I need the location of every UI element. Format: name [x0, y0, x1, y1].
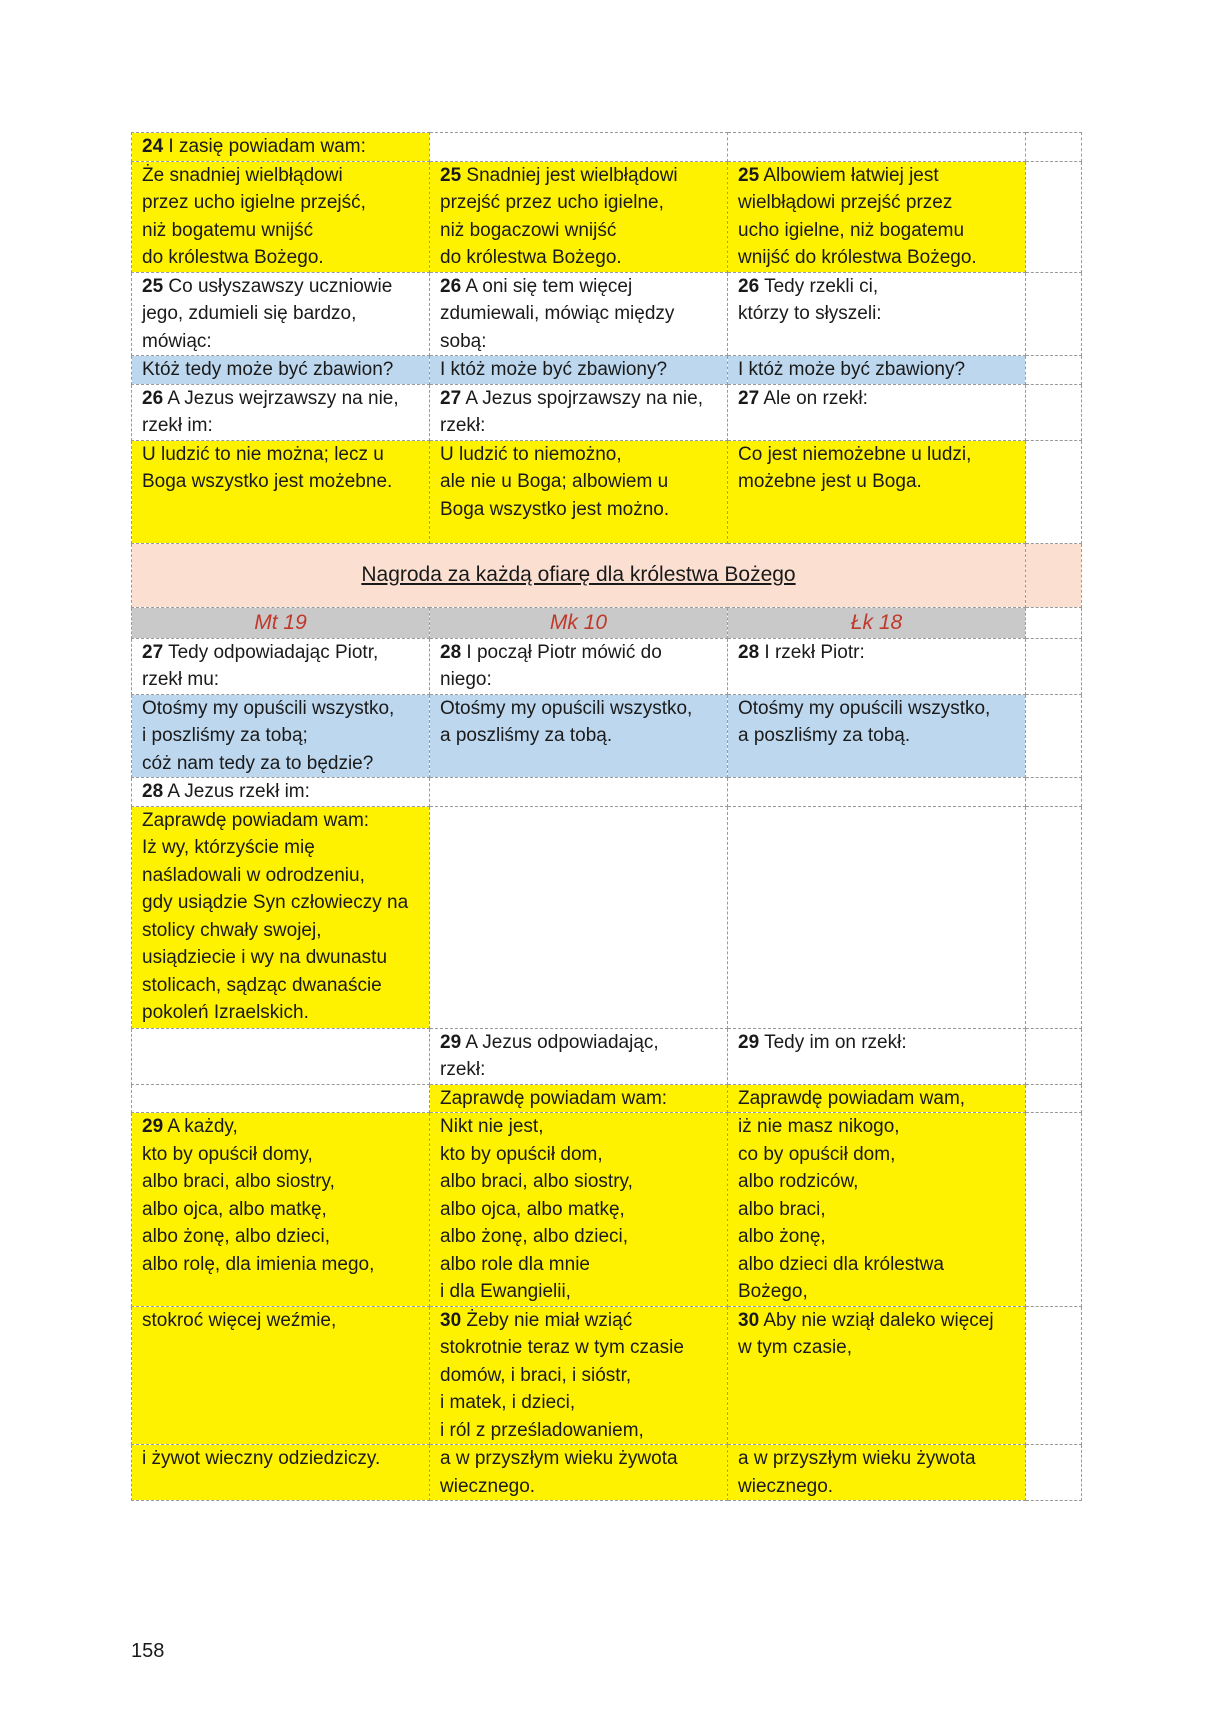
cell-lk: I któż może być zbawiony? — [728, 356, 1026, 385]
cell-mt: Zaprawdę powiadam wam: Iż wy, którzyście mię naśladowali w odrodzeniu, gdy usiądzie Syn człowieczy na stolicy chwały swojej, usiądziecie i wy na dwunastu stolicach, sądząc dwanaście pokoleń Izraelskich. — [132, 806, 430, 1028]
cell-mt: 25 Co usłyszawszy uczniowie jego, zdumieli się bardzo, mówiąc: — [132, 272, 430, 356]
cell-mk: Nikt nie jest, kto by opuścił dom, albo braci, albo siostry, albo ojca, albo matkę, albo żonę, albo dzieci, albo role dla mnie i dla Ewangielii, — [430, 1113, 728, 1307]
column-header-lk: Łk 18 — [728, 607, 1026, 638]
cell-lk: 28 I rzekł Piotr: — [728, 638, 1026, 694]
cell-mk — [430, 133, 728, 162]
table-row — [132, 272, 1082, 356]
cell-mt — [132, 1028, 430, 1084]
cell-lk: 30 Aby nie wziął daleko więcej w tym czasie, — [728, 1306, 1026, 1445]
table-row — [132, 1084, 1082, 1113]
cell-mt — [132, 1084, 430, 1113]
table-row — [132, 638, 1082, 694]
table-row — [132, 778, 1082, 807]
column-header-mt: Mt 19 — [132, 607, 430, 638]
cell-blank — [1026, 133, 1082, 162]
cell-mt: Któż tedy może być zbawion? — [132, 356, 430, 385]
cell-blank — [1026, 1084, 1082, 1113]
cell-blank — [1026, 778, 1082, 807]
cell-mt: 26 A Jezus wejrzawszy na nie, rzekł im: — [132, 384, 430, 440]
cell-mk: 28 I począł Piotr mówić do niego: — [430, 638, 728, 694]
cell-blank — [1026, 694, 1082, 778]
cell-mt: Otośmy my opuścili wszystko, i poszliśmy za tobą; cóż nam tedy za to będzie? — [132, 694, 430, 778]
cell-lk: Co jest niemożebne u ludzi, możebne jest u Boga. — [728, 440, 1026, 543]
cell-mt: 28 A Jezus rzekł im: — [132, 778, 430, 807]
cell-mt: Że snadniej wielbłądowi przez ucho igielne przejść, niż bogatemu wnijść do królestwa Bożego. — [132, 161, 430, 272]
table-row — [132, 1113, 1082, 1307]
section-heading-row — [132, 543, 1082, 607]
page-number: 158 — [131, 1640, 165, 1662]
cell-blank — [1026, 272, 1082, 356]
cell-blank — [1026, 1306, 1082, 1445]
cell-mk — [430, 806, 728, 1028]
cell-lk: Otośmy my opuścili wszystko, a poszliśmy za tobą. — [728, 694, 1026, 778]
cell-mt: 29 A każdy, kto by opuścił domy, albo braci, albo siostry, albo ojca, albo matkę, albo żonę, albo dzieci, albo rolę, dla imienia mego, — [132, 1113, 430, 1307]
cell-blank — [1026, 440, 1082, 543]
cell-blank — [1026, 638, 1082, 694]
table-row — [132, 356, 1082, 385]
cell-mk — [430, 778, 728, 807]
table-row — [132, 1306, 1082, 1445]
cell-mk: I któż może być zbawiony? — [430, 356, 728, 385]
cell-mk: 27 A Jezus spojrzawszy na nie, rzekł: — [430, 384, 728, 440]
cell-lk: Zaprawdę powiadam wam, — [728, 1084, 1026, 1113]
cell-mt: i żywot wieczny odziedziczy. — [132, 1445, 430, 1501]
cell-mk: Zaprawdę powiadam wam: — [430, 1084, 728, 1113]
cell-mt: 24 I zasię powiadam wam: — [132, 133, 430, 162]
table-row — [132, 161, 1082, 272]
cell-blank — [1026, 1028, 1082, 1084]
table-row — [132, 384, 1082, 440]
cell-lk: 29 Tedy im on rzekł: — [728, 1028, 1026, 1084]
cell-blank — [1026, 384, 1082, 440]
cell-mk: 26 A oni się tem więcej zdumiewali, mówiąc między sobą: — [430, 272, 728, 356]
cell-blank — [1026, 161, 1082, 272]
cell-lk — [728, 778, 1026, 807]
column-header-mk: Mk 10 — [430, 607, 728, 638]
cell-lk: 26 Tedy rzekli ci, którzy to słyszeli: — [728, 272, 1026, 356]
cell-mk: a w przyszłym wieku żywota wiecznego. — [430, 1445, 728, 1501]
cell-mk: Otośmy my opuścili wszystko, a poszliśmy za tobą. — [430, 694, 728, 778]
cell-lk: 27 Ale on rzekł: — [728, 384, 1026, 440]
cell-blank — [1026, 607, 1082, 638]
cell-lk: a w przyszłym wieku żywota wiecznego. — [728, 1445, 1026, 1501]
table-row — [132, 440, 1082, 543]
cell-lk: 25 Albowiem łatwiej jest wielbłądowi przejść przez ucho igielne, niż bogatemu wnijść do królestwa Bożego. — [728, 161, 1026, 272]
cell-lk: iż nie masz nikogo, co by opuścił dom, albo rodziców, albo braci, albo żonę, albo dzieci dla królestwa Bożego, — [728, 1113, 1026, 1307]
cell-mk: U ludzić to niemożno, ale nie u Boga; albowiem u Boga wszystko jest możno. — [430, 440, 728, 543]
cell-blank — [1026, 356, 1082, 385]
cell-lk — [728, 806, 1026, 1028]
table-row — [132, 694, 1082, 778]
cell-mt: stokroć więcej weźmie, — [132, 1306, 430, 1445]
cell-blank — [1026, 543, 1082, 607]
table-row — [132, 806, 1082, 1028]
cell-blank — [1026, 1113, 1082, 1307]
table-row — [132, 1028, 1082, 1084]
cell-blank — [1026, 806, 1082, 1028]
cell-blank — [1026, 1445, 1082, 1501]
section-heading: Nagroda za każdą ofiarę dla królestwa Bożego — [132, 543, 1026, 607]
cell-lk — [728, 133, 1026, 162]
synopsis-table — [131, 132, 1082, 1501]
book-header-row — [132, 607, 1082, 638]
cell-mk: 25 Snadniej jest wielbłądowi przejść przez ucho igielne, niż bogaczowi wnijść do królestwa Bożego. — [430, 161, 728, 272]
cell-mt: U ludzić to nie można; lecz u Boga wszystko jest możebne. — [132, 440, 430, 543]
cell-mk: 29 A Jezus odpowiadając, rzekł: — [430, 1028, 728, 1084]
cell-mk: 30 Żeby nie miał wziąć stokrotnie teraz w tym czasie domów, i braci, i sióstr, i matek, i dzieci, i ról z prześladowaniem, — [430, 1306, 728, 1445]
cell-mt: 27 Tedy odpowiadając Piotr, rzekł mu: — [132, 638, 430, 694]
table-row — [132, 1445, 1082, 1501]
table-row — [132, 133, 1082, 162]
